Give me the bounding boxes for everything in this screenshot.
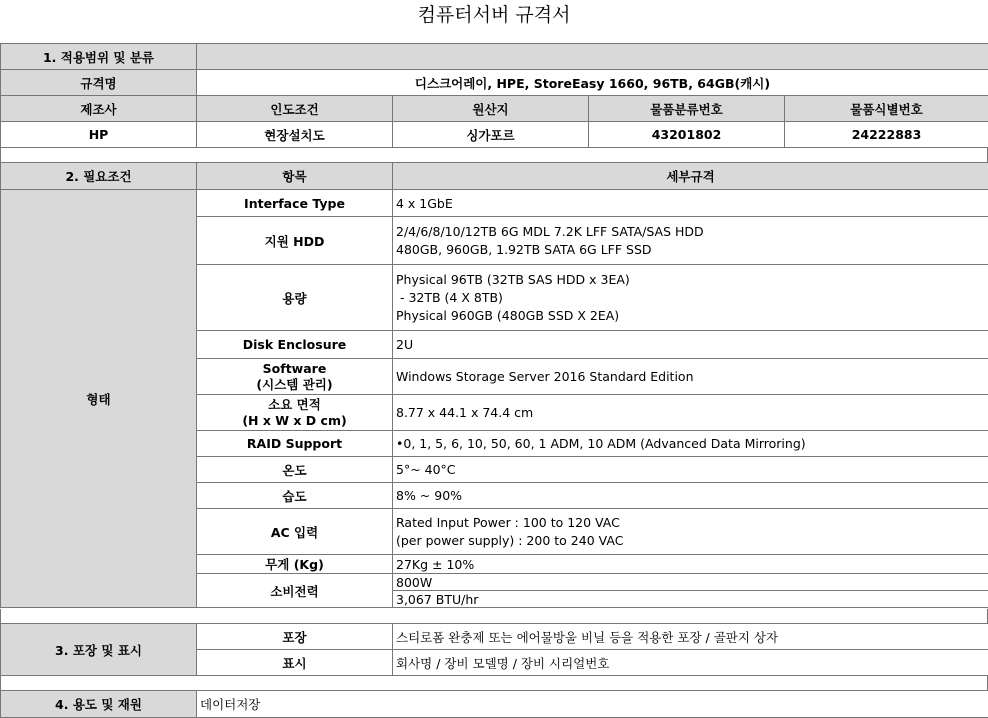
- spec-detail: [393, 555, 988, 574]
- marking-value: 회사명 / 장비 모델명 / 장비 시리얼번호: [393, 650, 988, 676]
- column-header-manufacturer: 제조사: [1, 96, 197, 122]
- group-label-form: 형태: [1, 190, 197, 608]
- spec-detail-line: Physical 960GB (480GB SSD X 2EA): [396, 307, 620, 323]
- power-label: 소비전력: [197, 574, 393, 608]
- spec-name-value: 디스크어레이, HPE, StoreEasy 1660, 96TB, 64GB(캐시): [197, 70, 988, 96]
- section-1-header-fill: [197, 44, 988, 70]
- spec-detail-line: 8.77 x 44.1 x 74.4 cm: [396, 405, 534, 420]
- section-2-header: 2. 필요조건: [1, 163, 197, 190]
- power-value-btu: 3,067 BTU/hr: [393, 591, 988, 608]
- spec-item: 용량: [197, 265, 393, 331]
- power-value-watts: 800W: [393, 574, 988, 591]
- spacer-row: [0, 609, 988, 623]
- spec-detail: [393, 331, 988, 359]
- spec-item: 소요 면적 (H x W x D cm): [197, 395, 393, 431]
- spec-item: AC 입력: [197, 509, 393, 555]
- spec-detail: [393, 483, 988, 509]
- spec-detail-line: Physical 96TB (32TB SAS HDD x 3EA): [396, 271, 630, 287]
- spec-detail-line: 8% ~ 90%: [396, 488, 463, 503]
- spec-item: RAID Support: [197, 431, 393, 457]
- packaging-value: 스티로폼 완충제 또는 에어물방울 비닐 등을 적용한 포장 / 골판지 상자: [393, 624, 988, 650]
- spec-name-label: 규격명: [1, 70, 197, 96]
- spec-item: 지원 HDD: [197, 217, 393, 265]
- section-1-header: 1. 적용범위 및 분류: [1, 44, 197, 70]
- spacer-row: [0, 148, 988, 162]
- spec-detail-line: 2/4/6/8/10/12TB 6G MDL 7.2K LFF SATA/SAS HDD: [396, 223, 704, 239]
- marking-label: 표시: [197, 650, 393, 676]
- section-3-header: 3. 포장 및 표시: [1, 624, 197, 676]
- spec-detail-line: - 32TB (4 X 8TB): [396, 289, 503, 305]
- spec-detail: [393, 509, 988, 555]
- manufacturer-value: HP: [1, 122, 197, 148]
- spec-item: 온도: [197, 457, 393, 483]
- spec-item: Software (시스템 관리): [197, 359, 393, 395]
- spec-detail: [393, 190, 988, 217]
- spec-detail: [393, 265, 988, 331]
- spec-item: 습도: [197, 483, 393, 509]
- spec-detail-line: •0, 1, 5, 6, 10, 50, 60, 1 ADM, 10 ADM (Advanced Data Mirroring): [396, 436, 806, 451]
- spec-detail: [393, 457, 988, 483]
- spec-item: Disk Enclosure: [197, 331, 393, 359]
- spec-detail-line: 2U: [396, 337, 414, 352]
- section-4-table: [0, 690, 988, 718]
- packaging-label: 포장: [197, 624, 393, 650]
- origin-value: 싱가포르: [393, 122, 589, 148]
- purpose-value: 데이터저장: [197, 691, 988, 718]
- spec-detail-line: (per power supply) : 200 to 240 VAC: [396, 532, 624, 548]
- section-4-header: 4. 용도 및 재원: [1, 691, 197, 718]
- column-header-class-number: 물품분류번호: [589, 96, 785, 122]
- delivery-value: 현장설치도: [197, 122, 393, 148]
- class-number-value: 43201802: [589, 122, 785, 148]
- spec-detail: [393, 217, 988, 265]
- id-number-value: 24222883: [785, 122, 988, 148]
- document-title: 컴퓨터서버 규격서: [417, 4, 571, 26]
- spec-detail: [393, 359, 988, 395]
- spec-detail-line: 27Kg ± 10%: [396, 556, 475, 572]
- spec-detail-line: 480GB, 960GB, 1.92TB SATA 6G LFF SSD: [396, 241, 652, 257]
- spacer-row: [0, 676, 988, 690]
- spec-detail-line: Windows Storage Server 2016 Standard Edition: [396, 369, 694, 384]
- section-2-table: [0, 162, 988, 608]
- spec-detail-line: 4 x 1GbE: [396, 195, 453, 211]
- column-header-origin: 원산지: [393, 96, 589, 122]
- section-3-table: [0, 623, 988, 676]
- column-header-id-number: 물품식별번호: [785, 96, 988, 122]
- column-header-detail: 세부규격: [393, 163, 988, 190]
- section-1-table: [0, 43, 988, 148]
- spec-item: 무게 (Kg): [197, 555, 393, 574]
- spec-detail: [393, 395, 988, 431]
- column-header-delivery: 인도조건: [197, 96, 393, 122]
- spec-item: Interface Type: [197, 190, 393, 217]
- spec-detail: [393, 431, 988, 457]
- spec-detail-line: Rated Input Power : 100 to 120 VAC: [396, 514, 620, 530]
- spec-detail-line: 5°~ 40°C: [396, 462, 456, 477]
- column-header-item: 항목: [197, 163, 393, 190]
